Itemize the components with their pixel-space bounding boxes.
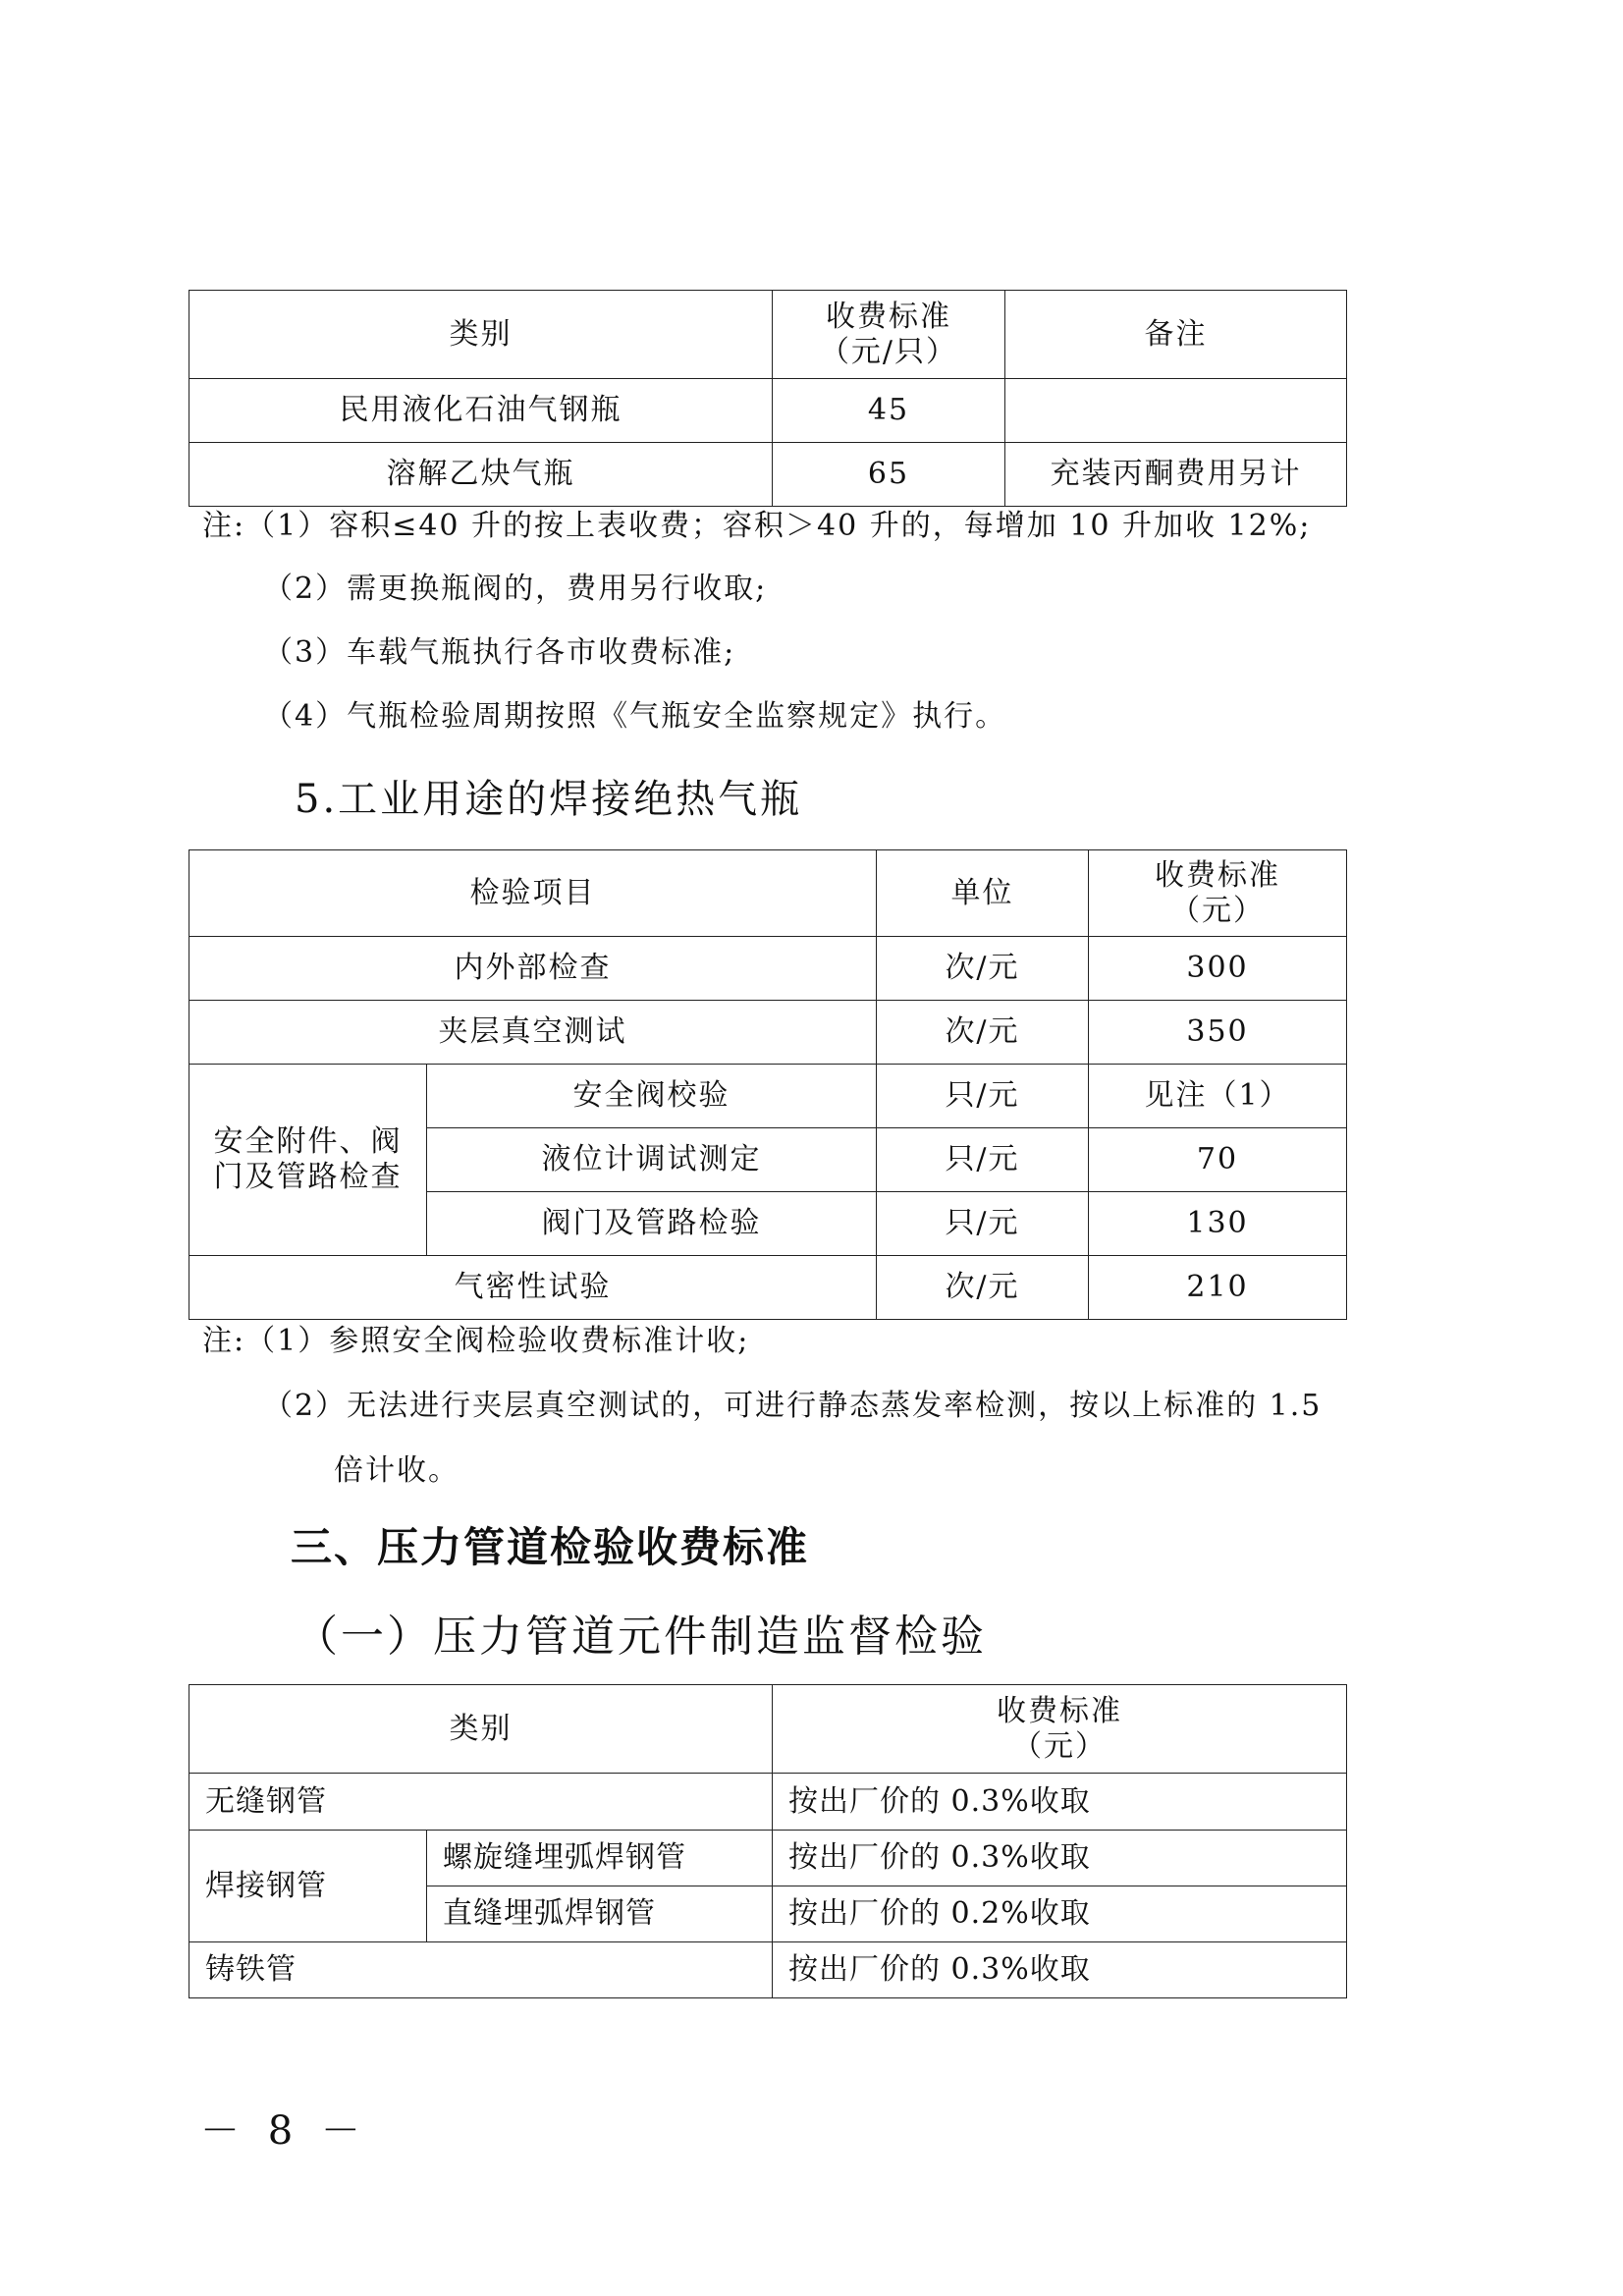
note-line: 注:（1）容积≤40 升的按上表收费；容积＞40 升的，每增加 10 升加收 12%; <box>202 509 1312 543</box>
section-heading: 5.工业用途的焊接绝热气瓶 <box>295 777 803 822</box>
table-header-row <box>189 291 1347 379</box>
table-row <box>189 937 1347 1001</box>
row-fee: 按出厂价的 0.3%收取 <box>773 1942 1347 1998</box>
row-unit: 只/元 <box>877 1065 1089 1128</box>
insulated-cylinder-fee-table <box>189 849 1347 1320</box>
row-fee: 350 <box>1089 1001 1347 1065</box>
row-category: 铸铁管 <box>189 1942 773 1998</box>
note-line: （2）无法进行夹层真空测试的，可进行静态蒸发率检测，按以上标准的 1.5 <box>263 1389 1323 1423</box>
row-item: 液位计调试测定 <box>427 1128 877 1192</box>
note-line: （4）气瓶检验周期按照《气瓶安全监察规定》执行。 <box>263 699 1007 734</box>
header-note: 备注 <box>1005 291 1347 379</box>
row-item: 内外部检查 <box>189 937 877 1001</box>
table-header-row <box>189 1685 1347 1774</box>
header-unit: 单位 <box>877 850 1089 937</box>
row-category: 溶解乙炔气瓶 <box>189 443 773 507</box>
table-row <box>189 1001 1347 1065</box>
row-fee: 按出厂价的 0.2%收取 <box>773 1886 1347 1942</box>
header-category: 类别 <box>189 291 773 379</box>
row-unit: 只/元 <box>877 1128 1089 1192</box>
cylinder-fee-table <box>189 290 1347 507</box>
header-fee: 收费标准 （元） <box>773 1685 1347 1774</box>
row-item: 阀门及管路检验 <box>427 1192 877 1256</box>
row-subcategory: 直缝埋弧焊钢管 <box>427 1886 773 1942</box>
subsection-heading: （一）压力管道元件制造监督检验 <box>295 1612 987 1662</box>
page-number: － 8 － <box>200 2108 368 2154</box>
table-row <box>189 443 1347 507</box>
row-fee: 65 <box>773 443 1005 507</box>
row-fee: 70 <box>1089 1128 1347 1192</box>
table-row <box>189 379 1347 443</box>
note-line: 倍计收。 <box>334 1453 460 1488</box>
note-line: （2）需更换瓶阀的，费用另行收取; <box>263 572 768 606</box>
row-fee: 45 <box>773 379 1005 443</box>
row-note: 充装丙酮费用另计 <box>1005 443 1347 507</box>
chapter-heading: 三、压力管道检验收费标准 <box>291 1523 810 1571</box>
row-note <box>1005 379 1347 443</box>
row-category: 民用液化石油气钢瓶 <box>189 379 773 443</box>
note-line: （3）车载气瓶执行各市收费标准; <box>263 635 736 670</box>
group-label: 焊接钢管 <box>189 1831 427 1942</box>
row-unit: 次/元 <box>877 937 1089 1001</box>
row-unit: 只/元 <box>877 1192 1089 1256</box>
row-item: 安全阀校验 <box>427 1065 877 1128</box>
header-item: 检验项目 <box>189 850 877 937</box>
row-unit: 次/元 <box>877 1256 1089 1320</box>
row-item: 气密性试验 <box>189 1256 877 1320</box>
table-header-row <box>189 850 1347 937</box>
table-row <box>189 1256 1347 1320</box>
header-category: 类别 <box>189 1685 773 1774</box>
note-line: 注:（1）参照安全阀检验收费标准计收; <box>202 1324 750 1358</box>
row-fee: 见注（1） <box>1089 1065 1347 1128</box>
table-row <box>189 1831 1347 1886</box>
row-unit: 次/元 <box>877 1001 1089 1065</box>
row-fee: 按出厂价的 0.3%收取 <box>773 1831 1347 1886</box>
table-row <box>189 1065 1347 1128</box>
pipeline-fee-table <box>189 1684 1347 1998</box>
header-fee: 收费标准 （元/只） <box>773 291 1005 379</box>
row-subcategory: 螺旋缝埋弧焊钢管 <box>427 1831 773 1886</box>
row-fee: 210 <box>1089 1256 1347 1320</box>
row-item: 夹层真空测试 <box>189 1001 877 1065</box>
header-fee: 收费标准 （元） <box>1089 850 1347 937</box>
group-label: 安全附件、阀 门及管路检查 <box>189 1065 427 1256</box>
table-row <box>189 1942 1347 1998</box>
table-row <box>189 1774 1347 1831</box>
row-fee: 按出厂价的 0.3%收取 <box>773 1774 1347 1831</box>
row-fee: 300 <box>1089 937 1347 1001</box>
row-category: 无缝钢管 <box>189 1774 773 1831</box>
row-fee: 130 <box>1089 1192 1347 1256</box>
